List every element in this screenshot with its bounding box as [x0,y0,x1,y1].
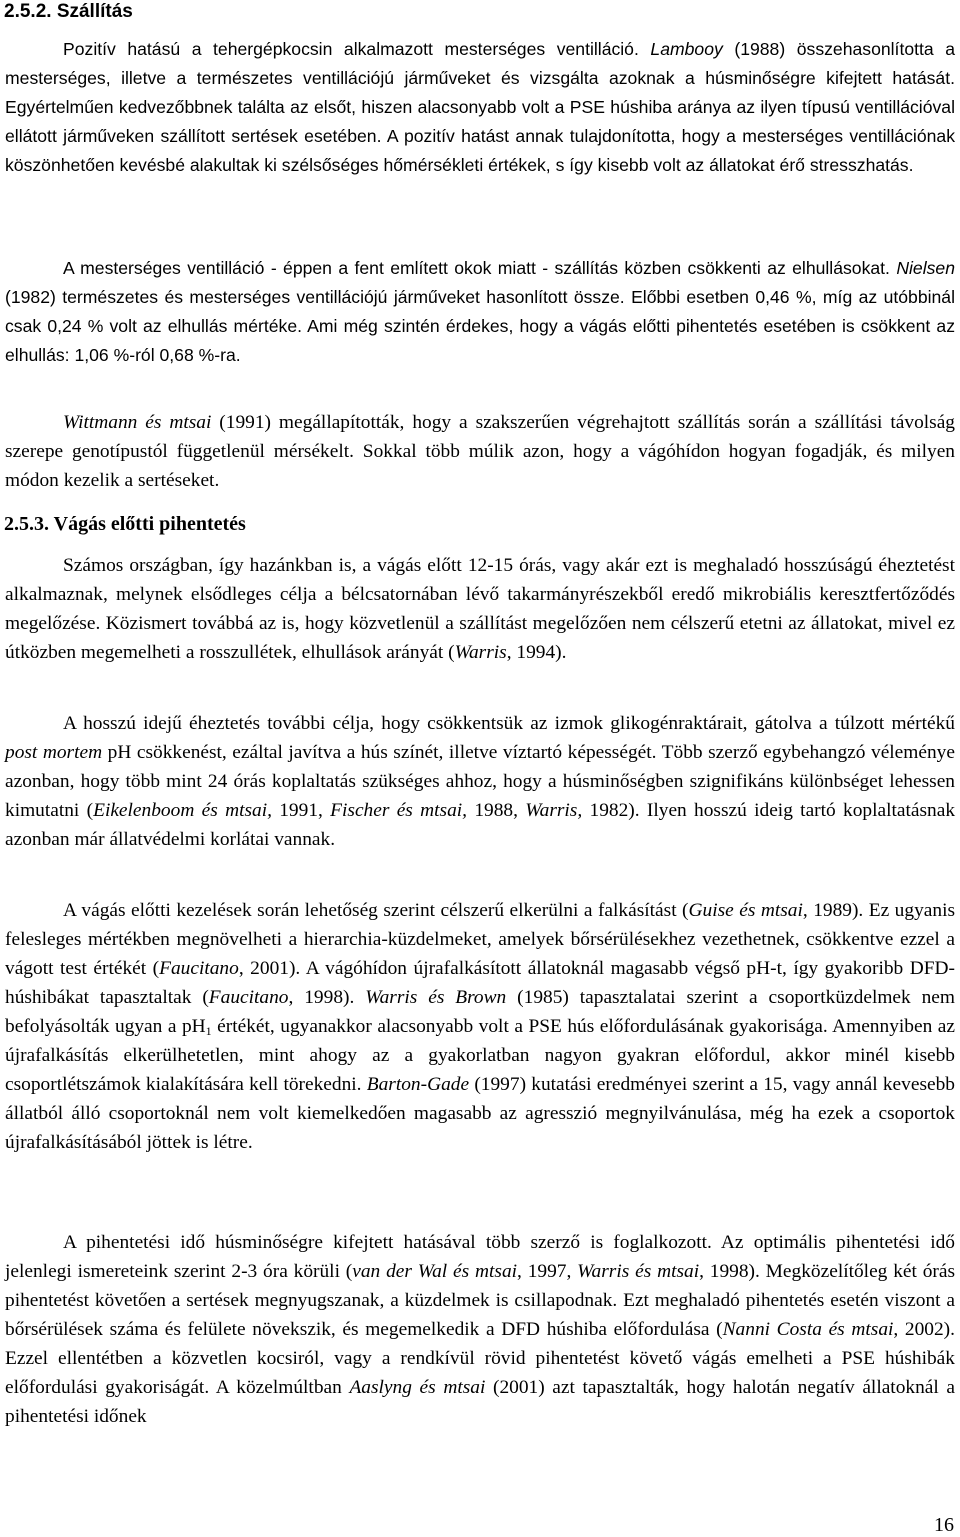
paragraph-ventillation-nielsen: A mesterséges ventilláció - éppen a fent említett okok miatt - szállítás közben csökkenti az elhullásokat. Nielsen (1982) természetes és mesterséges ventillációjú járműveket hasonlított össze. Előbbi esetben 0,46 %, míg az utóbbinál csak 0,24 % volt az elhullás mértéke. Ami még szintén érdekes, hogy a vágás előtti pihentetés esetében is csökkent az elhullás: 1,06 %-ról 0,68 %-ra. [5,258,955,365]
citation-author: Fischer és mtsai, [330,800,468,821]
citation-author: Warris [454,642,507,663]
paragraph-wittmann: Wittmann és mtsai (1991) megállapították, hogy a szakszerűen végrehajtott szállítás során a szállítási távolság szerepe genotípustól függetlenül mérsékelt. Sokkal több múlik azon, hogy a vágóhídon hogyan fogadják, és milyen módon kezelik a sertéseket. [5,412,955,491]
citation-author: Warris, [525,800,583,821]
citation-author: Lambooy [650,39,723,59]
citation-author: Wittmann és mtsai [63,412,212,433]
citation-author: van der Wal és mtsai [352,1261,518,1282]
citation-author: Faucitano [159,958,239,979]
section-heading-2-5-3: 2.5.3. Vágás előtti pihentetés [4,513,246,535]
citation-author: Aaslyng és mtsai [349,1377,486,1398]
citation-author: Eikelenboom és mtsai, [93,800,272,821]
section-heading-2-5-2: 2.5.2. Szállítás [4,1,133,22]
page-number: 16 [934,1514,954,1536]
paragraph-fasting: Számos országban, így hazánkban is, a vágás előtt 12-15 órás, vagy akár ezt is meghaladó hosszúságú éheztetést alkalmaznak, melynek elsődleges célja a bélcsatornában lévő takarmányrészekből eredő mikrobiális keresztfertőződés megelőzése. Közismert továbbá az is, hogy közvetlenül a szállítást megelőzően nem célszerű etetni az állatokat, mivel ez útközben megemelheti a rosszullétek, elhullások arányát (Warris, 1994). [5,555,955,663]
paragraph-mixing: A vágás előtti kezelések során lehetőség szerint célszerű elkerülni a falkásítást (Guise és mtsai, 1989). Ez ugyanis felesleges mértékben megnövelheti a hierarchia-küzdelmeket, amelyek bőrsérülésekhez vezethetnek, csökkentve ezzel a vágott test értékét (Faucitano, 2001). A vágóhídon újrafalkásított állatoknál magasabb végső pH-t, így gyakoribb DFD-húshibákat tapasztaltak (Faucitano, 1998). Warris és Brown (1985) tapasztalatai szerint a csoportküzdelmek nem befolyásolták ugyan a $pH_1$ értékét, ugyanakkor alacsonyabb volt a PSE hús előfordulásának gyakorisága. Amennyiben az újrafalkásítás elkerülhetetlen, mint ahogy az a gyakorlatban nagyon gyakran előfordul, akkor minél kisebb csoportlétszámok kialakítására kell törekedni. Barton-Gade (1997) kutatási eredményei szerint a 15, vagy annál kevesebb állatból álló csoportoknál nem volt kiemelkedően magasabb az agresszió megnyilvánulása, még ha ezek a csoportok újrafalkásításából jöttek is létre. [5,900,956,1153]
subscript: 1 [205,1024,212,1038]
citation-author: Barton-Gade [366,1074,470,1095]
paragraph-resting-time: A pihentetési idő húsminőségre kifejtett hatásával több szerző is foglalkozott. Az optimális pihentetési idő jelenlegi ismereteink szerint 2-3 óra körüli (van der Wal és mtsai, 1997, Warris és mtsai, 1998). Megközelítőleg két órás pihentetést követően a sertések megnyugszanak, a küzdelmek is csillapodnak. Ezt meghaladó pihentetés esetén viszont a bőrsérülések száma és felülete növekszik, és megemelkedik a DFD húshiba előfordulása (Nanni Costa és mtsai, 2002). Ezzel ellentétben a közvetlen kocsiról, vagy a rendkívül rövid pihentetést követő vágás emelheti a PSE húshibák előfordulási gyakoriságát. A közelmúltban Aaslyng és mtsai (2001) azt tapasztalták, hogy halotán negatív állatoknál a pihentetési időnek [5,1232,956,1427]
citation-author: Warris és mtsai [577,1261,700,1282]
citation-author: Guise és mtsai [688,900,803,921]
latin-term: post mortem [5,742,103,763]
paragraph-ventillation-lambooy: Pozitív hatású a tehergépkocsin alkalmazott mesterséges ventilláció. Lambooy (1988) összehasonlította a mesterséges, illetve a természetes ventillációjú járműveket és vizsgálta azoknak a húsminőségre kifejtett hatását. Egyértelműen kedvezőbbnek találta az elsőt, hiszen alacsonyabb volt a PSE húshiba aránya az ilyen típusú ventillációval ellátott járműveken szállított sertések esetében. A pozitív hatást annak tulajdonította, hogy a mesterséges ventillációnak köszönhetően kevésbé alakultak ki szélsőséges hőmérsékleti értékek, s így kisebb volt az állatokat érő stresszhatás. [5,39,956,175]
citation-author: Faucitano [208,987,289,1008]
citation-author: Nielsen [896,258,955,278]
paragraph-long-fasting: A hosszú idejű éheztetés további célja, hogy csökkentsük az izmok glikogénraktárait, gátolva a túlzott mértékű post mortem pH csökkenést, ezáltal javítva a hús színét, illetve víztartó képességét. Több szerző egybehangzó véleménye azonban, hogy több mint 24 órás koplaltatás szükséges ahhoz, hogy a húsminőségben szignifikáns különbséget lehessen kimutatni (Eikelenboom és mtsai, 1991, Fischer és mtsai, 1988, Warris, 1982). Ilyen hosszú ideig tartó koplaltatásnak azonban már állatvédelmi korlátai vannak. [5,713,956,850]
citation-author: Warris és Brown [365,987,507,1008]
citation-author: Nanni Costa és mtsai [722,1319,894,1340]
